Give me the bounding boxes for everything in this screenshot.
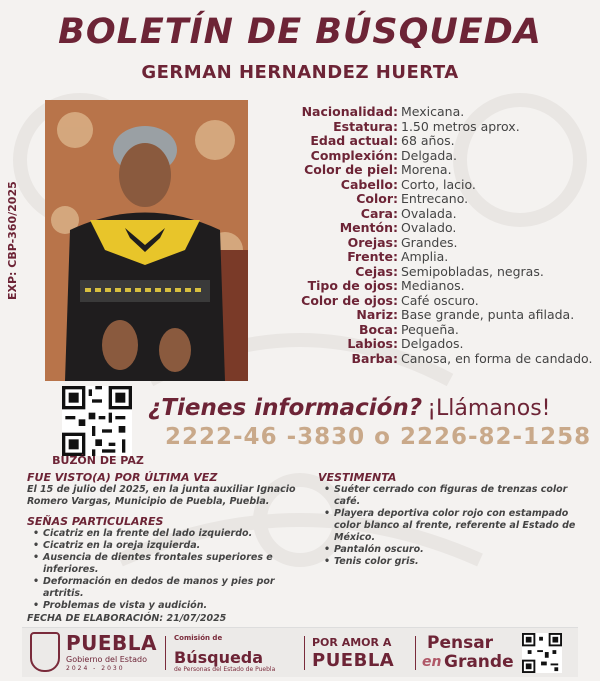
logo-en: en (422, 654, 442, 670)
info-callout (148, 395, 598, 421)
attribute-value: Pequeña. (401, 321, 459, 337)
list-item: • Ausencia de dientes frontales superiores e inferiores. (33, 552, 317, 576)
attribute-value: 68 años. (401, 133, 455, 148)
vestimenta-title: VESTIMENTA (318, 471, 397, 484)
attribute-row (258, 120, 598, 135)
attribute-label: Tipo de ojos: (307, 278, 398, 293)
vestimenta-list (318, 484, 593, 568)
attribute-value: Grandes. (401, 234, 458, 250)
attribute-row (258, 221, 598, 236)
person-name: GERMAN HERNANDEZ HUERTA (141, 62, 459, 83)
divider (304, 636, 305, 670)
info-call: ¡Llámanos! (427, 396, 551, 421)
list-item: • Cicatriz en la frente del lado izquierdo. (33, 528, 317, 540)
attribute-value: Ovalado. (401, 220, 457, 235)
logo-gobierno: Gobierno del Estado (66, 655, 147, 664)
attribute-row (258, 105, 598, 120)
attribute-row (258, 149, 598, 164)
list-item: • Cicatriz en la oreja izquierda. (33, 540, 317, 552)
attribute-label: Mentón: (339, 220, 398, 235)
list-item: • Deformación en dedos de manos y pies por artritis. (33, 576, 317, 600)
attribute-label: Boca: (359, 321, 398, 337)
logo-puebla-amor: PUEBLA (312, 650, 395, 671)
logo-comision: Comisión de (174, 634, 223, 642)
expediente-number: EXP: CBP-360/2025 (6, 181, 19, 300)
attribute-value: Medianos. (401, 278, 465, 293)
left-column (27, 471, 317, 612)
logo-years: 2024 - 2030 (66, 665, 125, 672)
attribute-row (258, 323, 598, 338)
photo-illustration (45, 100, 248, 381)
logo-comision-sub: de Personas del Estado de Puebla (174, 666, 276, 673)
attribute-label: Color de ojos: (301, 292, 398, 308)
attribute-value: Café oscuro. (401, 292, 479, 308)
attribute-row (258, 294, 598, 309)
attribute-value: Entrecano. (401, 191, 469, 206)
footer-logos (22, 627, 578, 677)
logo-por-amor: POR AMOR A (312, 636, 392, 649)
attribute-value: Canosa, en forma de candado. (401, 350, 593, 366)
attribute-value: 1.50 metros aprox. (401, 118, 520, 134)
attribute-value: Ovalada. (401, 205, 457, 221)
right-column (318, 471, 593, 568)
attribute-label: Labios: (347, 336, 398, 351)
attributes-list (258, 105, 598, 366)
attribute-row (258, 250, 598, 265)
buzon-label: BUZÓN DE PAZ (52, 454, 144, 467)
attribute-value: Amplia. (401, 249, 449, 264)
attribute-value: Mexicana. (401, 104, 465, 119)
person-photo (45, 100, 248, 381)
attribute-row (258, 134, 598, 149)
logo-pensar: Pensar (427, 633, 494, 653)
attribute-row (258, 352, 598, 367)
attribute-label: Nacionalidad: (301, 104, 398, 119)
attribute-row (258, 279, 598, 294)
divider (165, 636, 166, 670)
attribute-label: Color de piel: (304, 162, 398, 177)
attribute-label: Nariz: (356, 307, 398, 322)
qr-code[interactable] (62, 386, 132, 456)
bulletin-title: BOLETÍN DE BÚSQUEDA (58, 12, 542, 52)
logo-puebla: PUEBLA (66, 631, 158, 655)
attribute-row (258, 265, 598, 280)
attribute-label: Barba: (351, 350, 398, 366)
visto-title: FUE VISTO(A) POR ÚLTIMA VEZ (27, 471, 218, 484)
attribute-label: Color: (356, 191, 398, 206)
attribute-row (258, 192, 598, 207)
attribute-row (258, 308, 598, 323)
attribute-label: Complexión: (310, 147, 398, 163)
logo-busqueda: Búsqueda (174, 648, 264, 667)
attribute-label: Cabello: (340, 176, 398, 192)
puebla-shield-icon (30, 632, 60, 672)
attribute-value: Corto, lacio. (401, 176, 476, 192)
list-item: • Playera deportiva color rojo con estampado color blanco al frente, referente al Estado de México. (324, 508, 593, 544)
list-item: • Problemas de vista y audición. (33, 600, 317, 612)
attribute-row (258, 337, 598, 352)
qr-code-icon (522, 633, 562, 673)
attribute-row (258, 236, 598, 251)
attribute-value: Delgada. (401, 147, 457, 163)
divider (415, 636, 416, 670)
attribute-row (258, 207, 598, 222)
list-item: • Suéter cerrado con figuras de trenzas color café. (324, 484, 593, 508)
footer-qr-code[interactable] (522, 633, 562, 673)
attribute-label: Cara: (360, 205, 398, 221)
list-item: • Tenis color gris. (324, 556, 593, 568)
attribute-value: Delgados. (401, 336, 464, 351)
attribute-label: Frente: (347, 249, 398, 264)
phone-numbers[interactable]: 2222-46 -3830 o 2226-82-1258 (165, 424, 592, 450)
list-item: • Pantalón oscuro. (324, 544, 593, 556)
attribute-label: Cejas: (355, 263, 398, 279)
attribute-label: Estatura: (333, 118, 398, 134)
senas-title: SEÑAS PARTICULARES (27, 515, 164, 528)
fecha-elaboracion: FECHA DE ELABORACIÓN: 21/07/2025 (27, 613, 227, 624)
info-question: ¿Tienes información? (148, 395, 423, 421)
qr-code-icon (62, 386, 132, 456)
attribute-row (258, 163, 598, 178)
senas-list (27, 528, 317, 612)
attribute-value: Semipobladas, negras. (401, 263, 544, 279)
attribute-label: Edad actual: (310, 133, 398, 148)
attribute-value: Base grande, punta afilada. (401, 307, 575, 322)
attribute-label: Orejas: (347, 234, 398, 250)
visto-text: El 15 de julio del 2025, en la junta auxiliar Ignacio Romero Vargas, Municipio de Puebla, Puebla. (27, 484, 296, 507)
attribute-value: Morena. (401, 162, 452, 177)
logo-grande: Grande (444, 652, 514, 672)
attribute-row (258, 178, 598, 193)
